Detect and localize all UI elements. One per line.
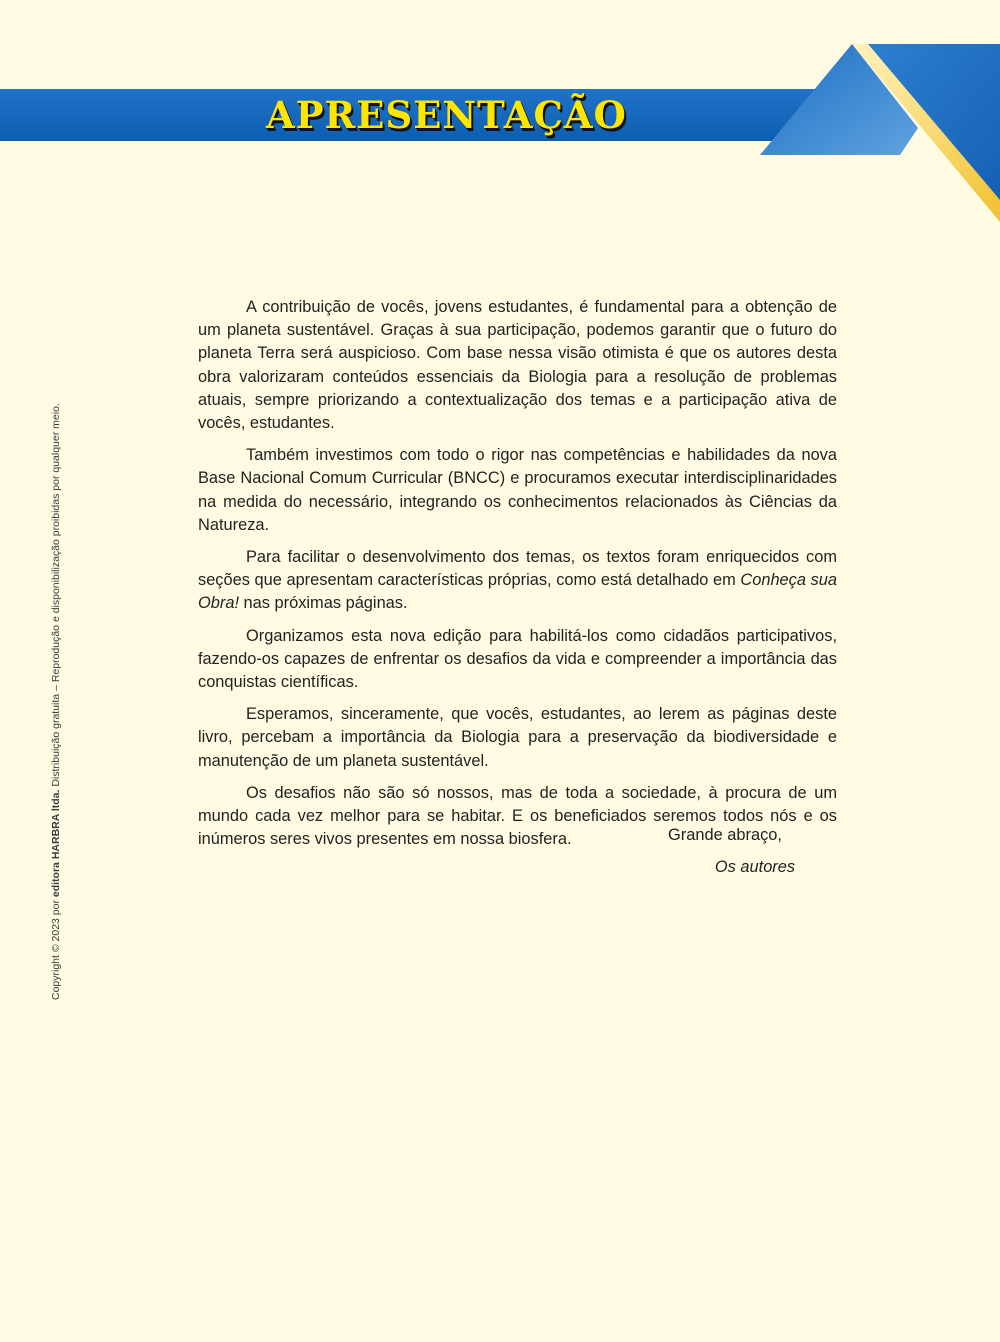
copyright-suffix: Distribuição gratuita – Reprodução e disponibilização proibidas por qualquer meio. — [50, 403, 62, 790]
paragraph-1: A contribuição de vocês, jovens estudantes, é fundamental para a obtenção de um planeta sustentável. Graças à sua participação, podemos garantir que o futuro do planeta Terra será auspicioso. Com base nessa visão otimista é que os autores desta obra valorizaram conteúdos essenciais da Biologia para a resolução de problemas atuais, sempre priorizando a contextualização dos temas e a participação ativa de vocês, estudantes. — [198, 298, 837, 433]
paragraph-5: Esperamos, sinceramente, que vocês, estudantes, ao lerem as páginas deste livro, percebam a importância da Biologia para a preservação da biodiversidade e manutenção de um planeta sustentável. — [198, 705, 837, 770]
paragraph-2: Também investimos com todo o rigor nas competências e habilidades da nova Base Nacional Comum Curricular (BNCC) e procuramos executar interdisciplinaridades na medida do necessário, integrando os conhecimentos relacionados às Ciências da Natureza. — [198, 446, 837, 534]
copyright-note — [50, 340, 62, 1000]
paragraph-6: Os desafios não são só nossos, mas de toda a sociedade, à procura de um mundo cada vez melhor para se habitar. E os beneficiados seremos todos nós e os inúmeros seres vivos presentes em nossa biosfera. — [198, 783, 837, 849]
paragraph-3-start: Para facilitar o desenvolvimento dos temas, os textos foram enriquecidos com seções que apresentam características próprias, como está detalhado em — [198, 548, 837, 590]
presentation-text — [198, 296, 837, 860]
publisher-name: editora HARBRA ltda. — [50, 789, 62, 898]
paragraph-4: Organizamos esta nova edição para habilitá-los como cidadãos participativos, fazendo-os capazes de enfrentar os desafios da vida e compreender a importância das conquistas científicas. — [198, 626, 837, 692]
copyright-prefix: Copyright © 2023 por — [50, 897, 62, 1000]
authors-signature: Os autores — [714, 858, 796, 876]
book-section-reference: Conheça sua Obra! — [198, 571, 837, 613]
paragraph-3-end: nas próximas páginas. — [239, 594, 408, 613]
closing-greeting: Grande abraço, — [668, 826, 782, 844]
paragraph-3 — [198, 546, 837, 616]
page-title: APRESENTAÇÃO — [266, 93, 627, 137]
